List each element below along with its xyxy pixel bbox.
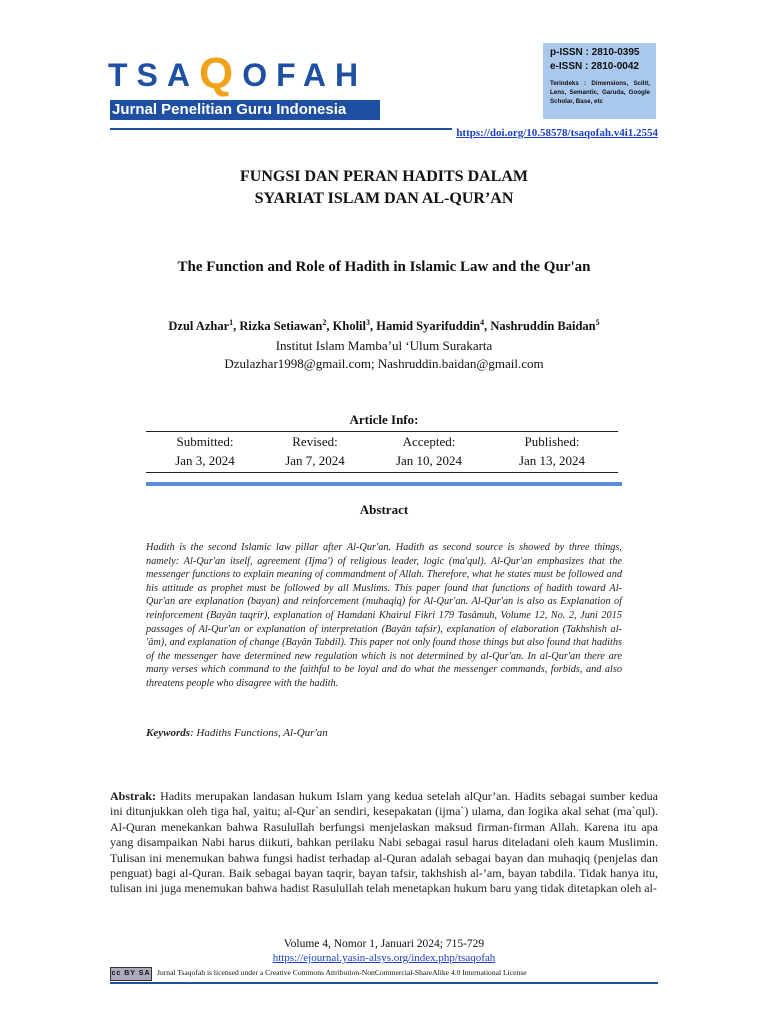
published-label: Published: xyxy=(524,434,580,449)
e-issn: e-ISSN : 2810-0042 xyxy=(550,61,639,72)
institution: Institut Islam Mamba’ul ‘Ulum Surakarta xyxy=(275,338,493,353)
author-1-sup: 1 xyxy=(229,318,234,327)
article-info-heading: Article Info: xyxy=(349,412,419,427)
author-4-sup: 4 xyxy=(480,318,485,327)
abstract-text: Hadith is the second Islamic law pillar after Al-Qur'an. Hadith as second source is showed by three things, namely: Al-Qur'an itself, agreement (Ijma') of religious leader, logic (ma'qul). Al-Qur'an emphasizes that the messenger functions to explain meaning of commandment of Allah. Therefore, what he states must be followed and his attitude as prophet must be followed by all Muslims. This paper found that functions of hadith toward Al-Qur'an are explanation (bayan) and reinforcement (muhaqiq) for Al-Qur'an. Al-Qur'an is also as Explanation of reinforcement (Bayân taqrir), explanation of Hamdani Khairul Fikri 179 Tasâmuh, Volume 12, No. 2, Juni 2015 passages of Al-Qur'an or explanation of interpretation (Bayân tafsir), explanation of elaboration (Takhshish al-'âm), and explanation of change (Bayân Tabdil). This paper not only found those things but also found that hadiths of the messenger have determined new regulation which is not determined by al-Qur'an. In al-Qur'an there are many verses which command to the faithful to be loyal and do what the messenger commands, forbids, and also threatens people who disagree with the hadith. xyxy=(146,542,622,689)
revised-col xyxy=(256,432,374,470)
author-5: Nashruddin Baidan xyxy=(490,319,596,334)
license-text: Jurnal Tsaqofah is licensed under a Creative Commons Attribution-NonCommercial-ShareAlike 4.0 International License xyxy=(157,968,527,977)
keywords xyxy=(146,727,328,739)
cc-license-badge[interactable]: cc BY SA xyxy=(110,967,152,981)
logo-q: Q xyxy=(199,49,243,98)
index-note: Terindeks : Dimensions, Scilit, Lens, Semantic, Garuda, Google Scholar, Base, etc xyxy=(550,80,650,105)
author-2: Rizka Setiawan xyxy=(239,319,323,334)
author-3-sup: 3 xyxy=(365,318,370,327)
title-line-2: SYARIAT ISLAM DAN AL-QUR’AN xyxy=(254,190,514,207)
revised-label: Revised: xyxy=(292,434,338,449)
p-issn: p-ISSN : 2810-0395 xyxy=(550,47,640,58)
logo-post: OFAH xyxy=(242,57,368,93)
keywords-value: : Hadiths Functions, Al-Qur'an xyxy=(190,727,328,739)
accepted-label: Accepted: xyxy=(402,434,456,449)
accepted-date: Jan 10, 2024 xyxy=(395,453,463,468)
author-5-sup: 5 xyxy=(595,318,600,327)
abstrak-paragraph xyxy=(110,789,658,897)
english-title: The Function and Role of Hadith in Islamic Law and the Qur'an xyxy=(177,259,591,275)
logo-pre: TSA xyxy=(108,57,199,93)
author-2-sup: 2 xyxy=(322,318,327,327)
revised-date: Jan 7, 2024 xyxy=(285,453,345,468)
submitted-col xyxy=(146,432,264,470)
article-info-rule-bottom xyxy=(146,472,618,473)
accepted-col xyxy=(370,432,488,470)
published-date: Jan 13, 2024 xyxy=(518,453,586,468)
footer-rule xyxy=(110,982,658,984)
footer-volume: Volume 4, Nomor 1, Januari 2024; 715-729 xyxy=(283,938,485,950)
author-1: Dzul Azhar xyxy=(168,319,230,334)
abstract-heading: Abstract xyxy=(359,502,409,517)
title-line-1: FUNGSI DAN PERAN HADITS DALAM xyxy=(239,168,528,185)
abstrak-text: Hadits merupakan landasan hukum Islam yang kedua setelah alQur’an. Hadits sebagai sumber kedua ini ditunjukkan oleh tiga hal, yaitu; al-Qur`an sendiri, kesepakatan (ijma`) ulama, dan logika akal sehat (ma`qul). Al-Quran menekankan bahwa Rasulullah berfungsi menjelaskan maksud firman-firman Allah. Karena itu apa yang disampaikan Nabi harus diikuti, bahkan perilaku Nabi sebagai rasul harus diteladani oleh kaum Muslimin. Tulisan ini menemukan bahwa fungsi hadist terhadap al-Quran adalah sebagai bayan dan muhaqiq (penjelas dan penguat) bagi al-Quran. Baik sebagai bayan taqrir, bayan tafsir, takhshish al-’am, bayan tabdila. Tidak hanya itu, tulisan ini juga menemukan bahwa hadist Rasulullah telah menetapkan hukum baru yang tidak ditetapkan oleh al- xyxy=(110,789,658,896)
abstrak-label: Abstrak: xyxy=(110,789,157,803)
footer-url[interactable]: https://ejournal.yasin-alsys.org/index.php/tsaqofah xyxy=(272,952,496,964)
author-emails[interactable]: Dzulazhar1998@gmail.com; Nashruddin.baidan@gmail.com xyxy=(224,356,544,371)
issn-box xyxy=(543,43,656,119)
submitted-label: Submitted: xyxy=(176,434,234,449)
doi-link[interactable]: https://doi.org/10.58578/tsaqofah.v4i1.2554 xyxy=(452,127,658,139)
author-4: Hamid Syarifuddin xyxy=(376,319,481,334)
author-3: Kholil xyxy=(332,319,366,334)
journal-logo xyxy=(108,49,368,98)
article-info-blue-bar xyxy=(146,482,622,486)
journal-subtitle: Jurnal Penelitian Guru Indonesia xyxy=(110,100,380,120)
submitted-date: Jan 3, 2024 xyxy=(175,453,235,468)
published-col xyxy=(493,432,611,470)
keywords-label: Keywords xyxy=(146,727,190,739)
author-list: Dzul Azhar$^1$, Rizka Setiawan$^2$, Kholil$^3$, Hamid Syarifuddin$^4$, Nashruddin Baidan$^5$ xyxy=(168,318,600,334)
